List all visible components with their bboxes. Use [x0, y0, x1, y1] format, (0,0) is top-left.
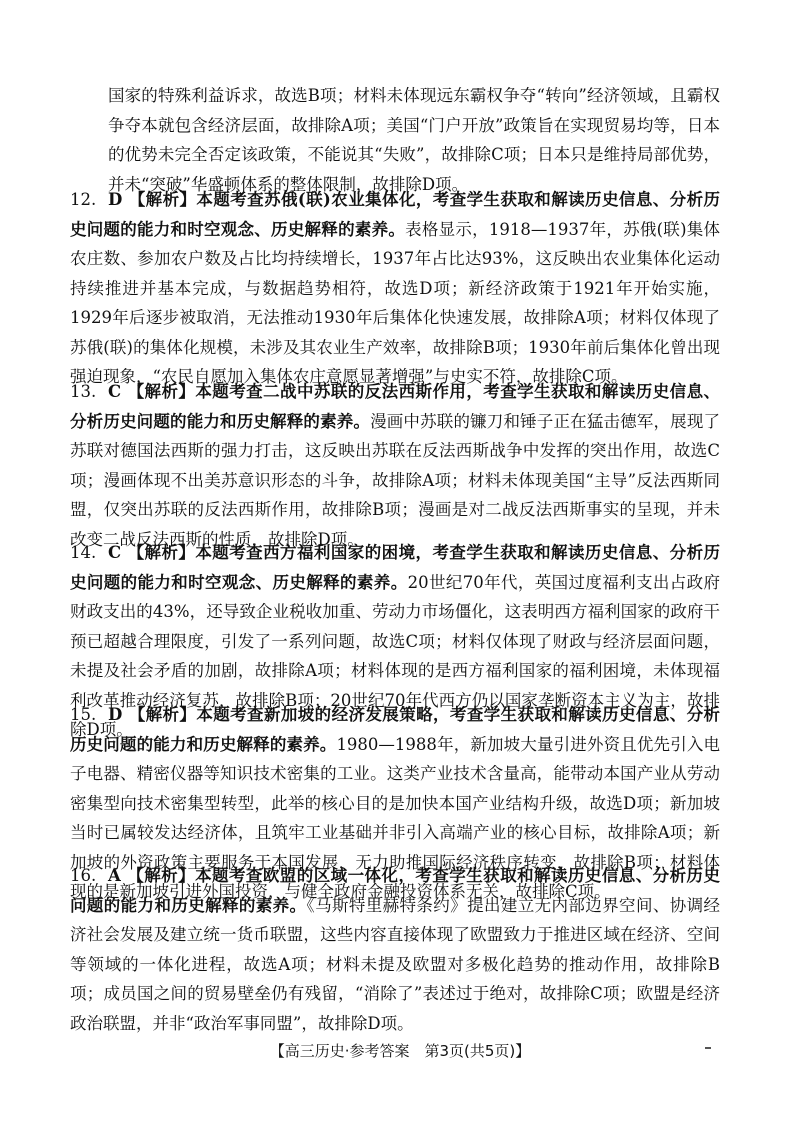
analysis-tag: 【解析】 — [126, 866, 196, 885]
item-answer: C — [108, 382, 122, 401]
item-body: 1980—1988年，新加坡大量引进外资且优先引入电子电器、精密仪器等知识技术密集的工业。这类产业技术含量高，能带动本国产业从劳动密集型向技术密集型转型，此举的核心目的是加快本国产业结构升级，故选D项；新加坡当时已属较发达经济体，且筑牢工业基础并非引入高端产业的核心目标，故排除A项；新加坡的外资政策主要服务于本国发展，无力助推国际经济秩序转变，故排除B项；材料体现的是新加坡引进外国投资，与健全政府金融投资体系无关，故排除C项。 — [70, 734, 721, 901]
item-lead: 本题考查欧盟的区域一体化，考查学生获取和解读历史信息、分析历史问题的能力和历史解释的素养。 — [70, 866, 721, 915]
item-number: 16. — [70, 866, 97, 885]
analysis-tag: 【解析】 — [127, 382, 196, 401]
item-lead: 本题考查苏俄(联)农业集体化，考查学生获取和解读历史信息、分析历史问题的能力和时空观念、历史解释的素养。 — [70, 190, 720, 239]
answer-item-16 — [70, 861, 720, 1038]
page-footer: 【高三历史·参考答案 第3页(共5页)】 — [269, 1042, 531, 1060]
item-lead: 本题考查西方福利国家的困境，考查学生获取和解读历史信息、分析历史问题的能力和时空观念、历史解释的素养。 — [70, 543, 721, 592]
item-body: 表格显示，1918—1937年，苏俄(联)集体农庄数、参加农户数及占比均持续增长，1937年占比达93%，这反映出农业集体化运动持续推进并基本完成，与数据趋势相符，故选D项；新经济政策于1921年开始实施，1929年后逐步被取消，无法推动1930年后集体化快速发展，故排除A项；材料仅体现了苏俄(联)的集体化规模，未涉及其农业生产效率，故排除B项；1930年前后集体化曾出现强迫现象，“农民自愿加入集体农庄意愿显著增强”与史实不符，故排除C项。 — [70, 219, 721, 386]
item-number: 15. — [70, 705, 97, 724]
analysis-tag: 【解析】 — [128, 190, 197, 209]
item-lead: 本题考查二战中苏联的反法西斯作用，考查学生获取和解读历史信息、分析历史问题的能力和历史解释的素养。 — [70, 382, 721, 431]
item-body: 漫画中苏联的镰刀和锤子正在猛击德军，展现了苏联对德国法西斯的强力打击，这反映出苏联在反法西斯战争中发挥的突出作用，故选C项；漫画体现不出美苏意识形态的斗争，故排除A项；材料未体现美国“主导”反法西斯同盟，仅突出苏联的反法西斯作用，故排除B项；漫画是对二战反法西斯事实的呈现，并未改变二战反法西斯的性质，故排除D项。 — [70, 411, 721, 549]
answer-item-13 — [70, 377, 720, 554]
item-number: 14. — [70, 543, 97, 562]
item-body: 20世纪70年代，英国过度福利支出占政府财政支出的43%，还导致企业税收加重、劳动力市场僵化，这表明西方福利国家的政府干预已超越合理限度，引发了一系列问题，故选C项；材料仅体现了财政与经济层面问题，未提及社会矛盾的加剧，故排除A项；材料体现的是西方福利国家的福利困境，未体现福利改革推动经济复苏，故排除B项；20世纪70年代西方仍以国家垄断资本主义为主，故排除D项。 — [70, 572, 721, 739]
item-lead: 本题考查新加坡的经济发展策略，考查学生获取和解读历史信息、分析历史问题的能力和历史解释的素养。 — [70, 705, 721, 754]
item-number: 13. — [70, 382, 97, 401]
item-answer: C — [108, 543, 122, 562]
analysis-tag: 【解析】 — [127, 543, 196, 562]
analysis-tag: 【解析】 — [128, 705, 197, 724]
page-edge-mark — [705, 1047, 711, 1049]
item-body: 《马斯特里赫特条约》提出建立无内部边界空间、协调经济社会发展及建立统一货币联盟，这些内容直接体现了欧盟致力于推进区域在经济、空间等领域的一体化进程，故选A项；材料未提及欧盟对多极化趋势的推动作用，故排除B项；成员国之间的贸易壁垒仍有残留，“消除了”表述过于绝对，故排除C项；欧盟是经济政治联盟，并非“政治军事同盟”，故排除D项。 — [70, 895, 721, 1033]
previous-item-continuation: 国家的特殊利益诉求，故选B项；材料未体现远东霸权争夺“转向”经济领域，且霸权争夺本就包含经济层面，故排除A项；美国“门户开放”政策旨在实现贸易均等，日本的优势未完全否定该政策，不能说其“失败”，故排除C项；日本只是维持局部优势，并未“突破”华盛顿体系的整体限制，故排除D项。 — [108, 86, 720, 194]
answer-item-12 — [70, 185, 720, 392]
item-answer: A — [108, 866, 121, 885]
item-number: 12. — [70, 190, 97, 209]
item-answer: D — [108, 190, 123, 209]
item-answer: D — [108, 705, 123, 724]
